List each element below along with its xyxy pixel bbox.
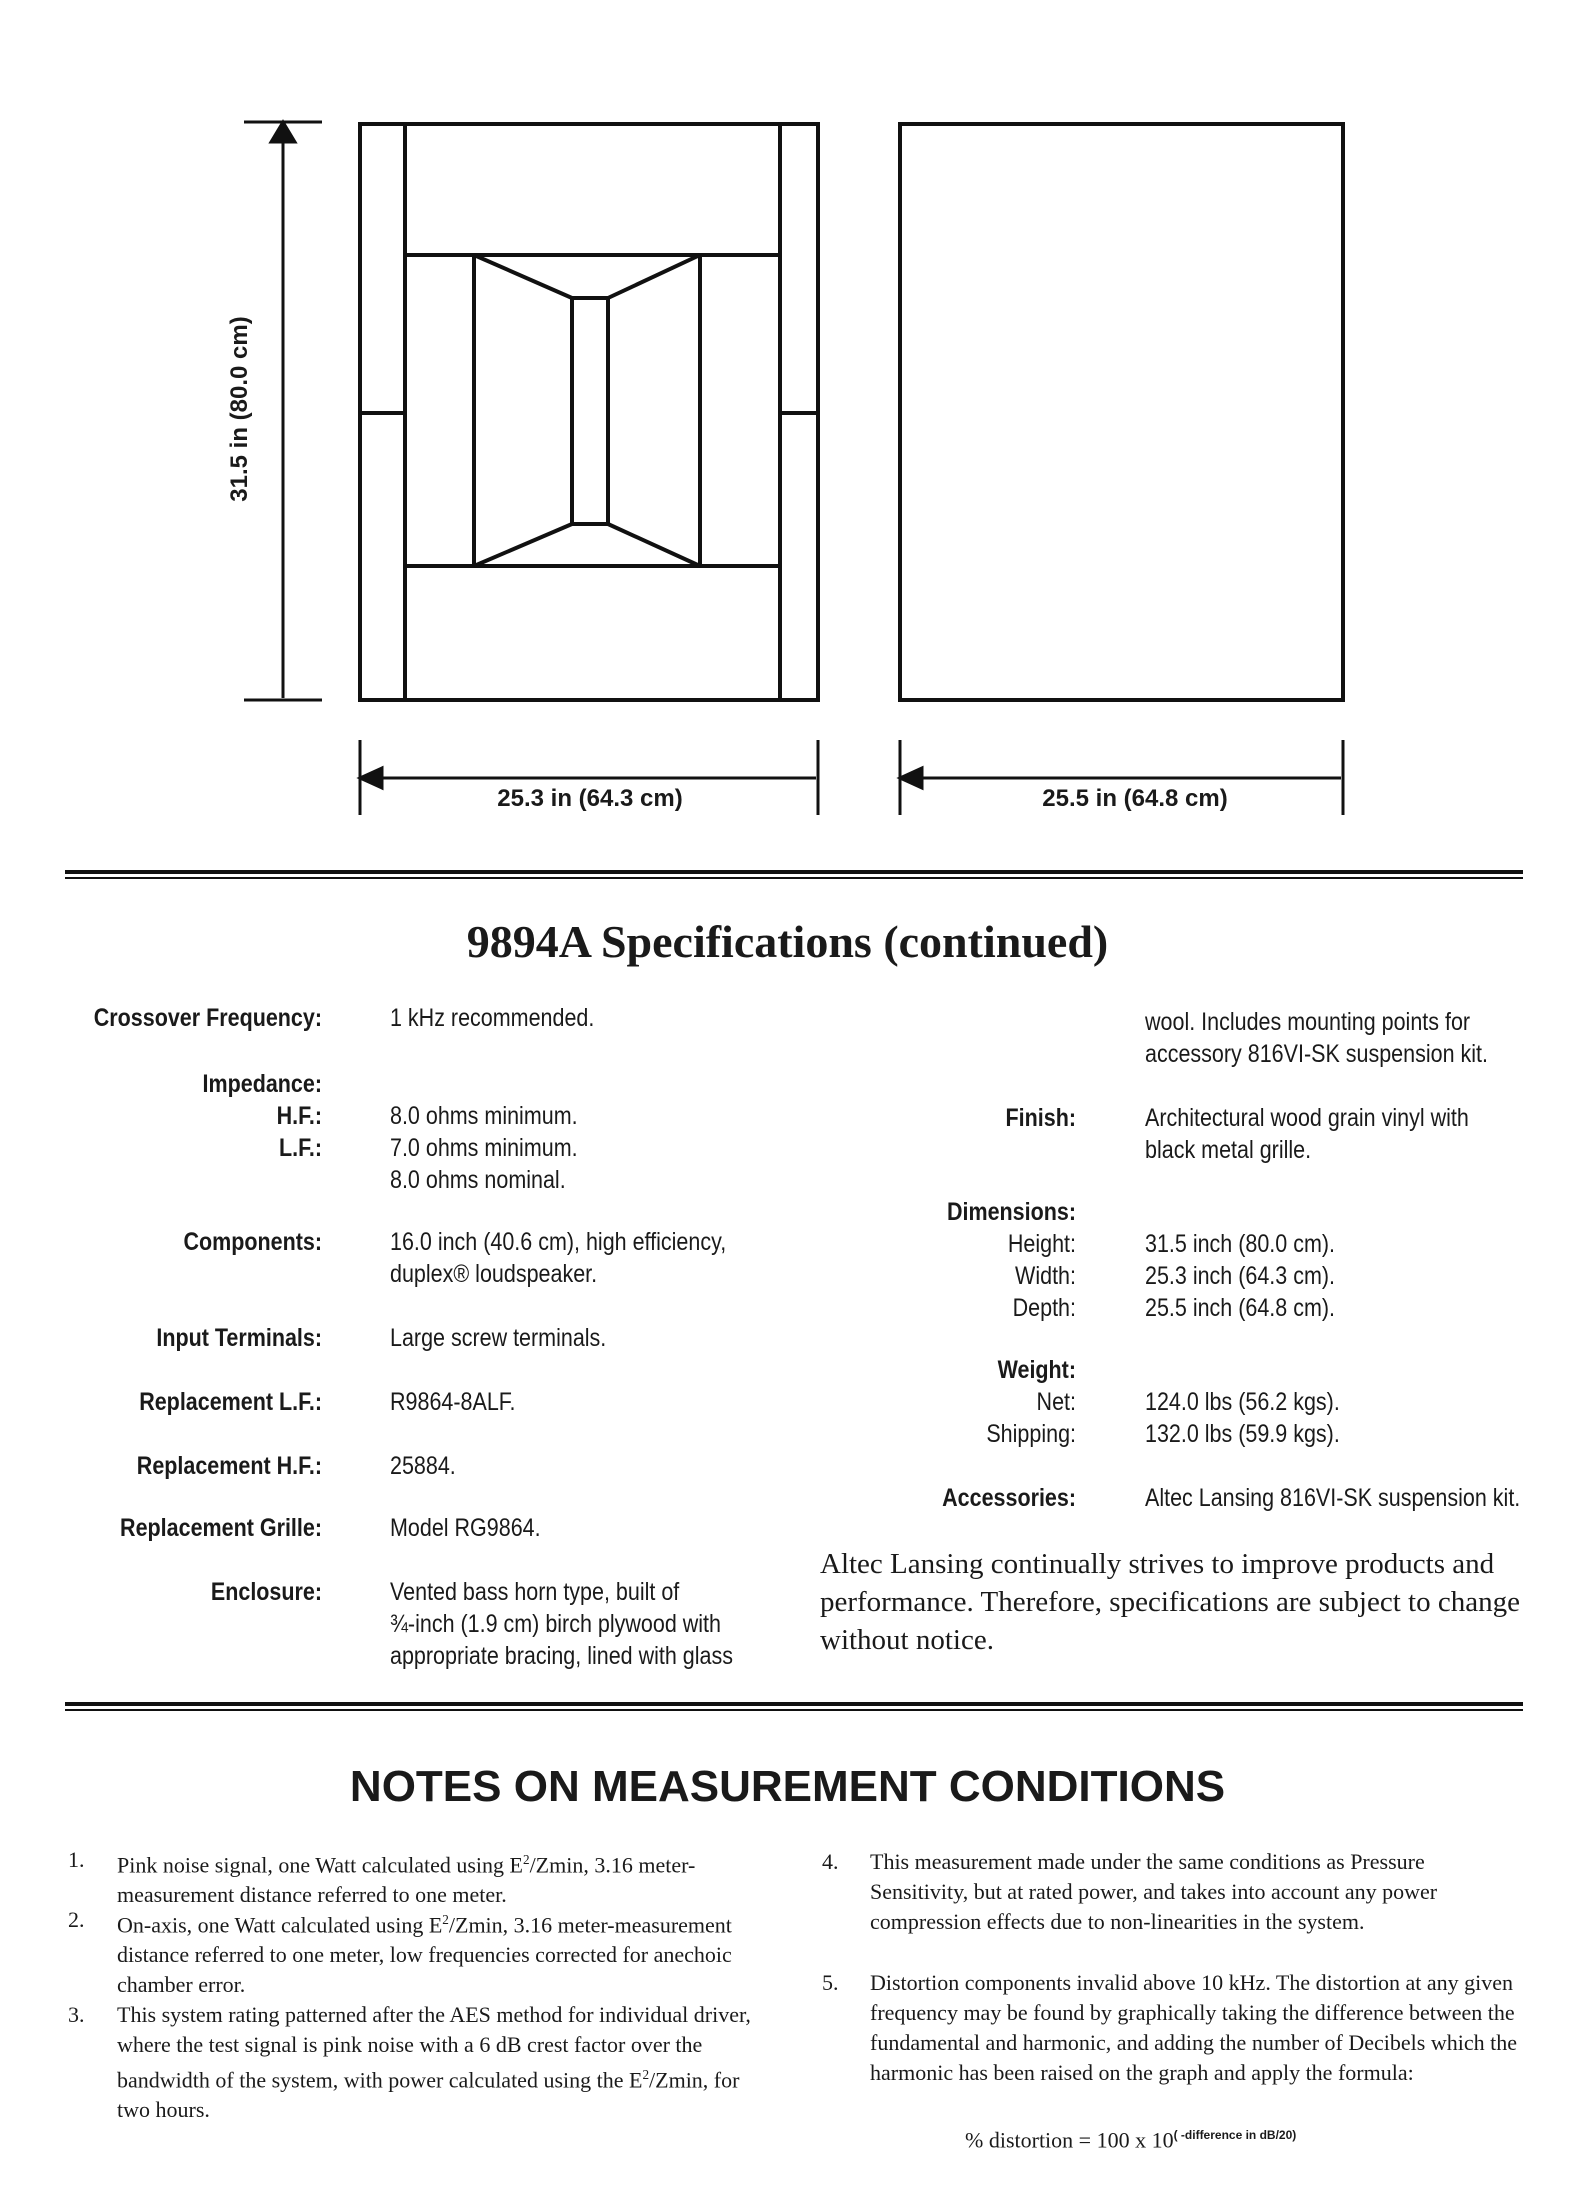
note-4-text: This measurement made under the same conditions as Pressure Sensitivity, but at rated power, and takes into account any power compression effects due to non-linearities in the system. <box>870 1849 1438 1934</box>
enclosure-value-5: accessory 816VI-SK suspension kit. <box>1145 1040 1488 1068</box>
dimensions-depth-value: 25.5 inch (64.8 cm). <box>1145 1294 1336 1322</box>
enclosure-label: Enclosure: <box>210 1578 322 1606</box>
dimensions-width-label: Width: <box>1015 1262 1076 1290</box>
crossover-label: Crossover Frequency: <box>93 1004 322 1032</box>
replacement-lf-value: R9864-8ALF. <box>390 1388 516 1416</box>
enclosure-value-3: appropriate bracing, lined with glass <box>390 1642 734 1670</box>
enclosure-value-1: Vented bass horn type, built of <box>390 1578 680 1606</box>
impedance-label: Impedance: <box>202 1070 322 1098</box>
front-width-dimension-label: 25.3 in (64.3 cm) <box>497 785 683 812</box>
input-terminals-label: Input Terminals: <box>156 1324 322 1352</box>
section-divider <box>65 870 1523 879</box>
finish-label: Finish: <box>1005 1104 1076 1132</box>
notes-title: NOTES ON MEASUREMENT CONDITIONS <box>349 1762 1226 1811</box>
impedance-hf-label: H.F.: <box>276 1102 322 1130</box>
weight-shipping-label: Shipping: <box>986 1420 1076 1448</box>
impedance-hf-value: 8.0 ohms minimum. <box>390 1102 578 1130</box>
replacement-hf-label: Replacement H.F.: <box>136 1452 322 1480</box>
accessories-value: Altec Lansing 816VI-SK suspension kit. <box>1145 1484 1521 1512</box>
note-1-number: 1. <box>68 1847 85 1872</box>
weight-label: Weight: <box>997 1356 1076 1384</box>
input-terminals-value: Large screw terminals. <box>390 1324 607 1352</box>
accessories-label: Accessories: <box>942 1484 1076 1512</box>
replacement-lf-label: Replacement L.F.: <box>139 1388 322 1416</box>
replacement-grille-value: Model RG9864. <box>390 1514 541 1542</box>
formula-exponent: ( -difference in dB/20) <box>1173 2128 1297 2142</box>
impedance-lf-label: L.F.: <box>279 1134 322 1162</box>
dimensions-width-value: 25.3 inch (64.3 cm). <box>1145 1262 1336 1290</box>
specifications-title: 9894A Specifications (continued) <box>466 916 1109 967</box>
height-dimension-line <box>244 122 322 700</box>
dimensions-height-label: Height: <box>1007 1230 1076 1258</box>
components-value-2: duplex® loudspeaker. <box>390 1260 598 1288</box>
height-dimension-label: 31.5 in (80.0 cm) <box>226 316 253 502</box>
crossover-value: 1 kHz recommended. <box>390 1004 595 1032</box>
dimensions-depth-label: Depth: <box>1012 1294 1076 1322</box>
finish-value-2: black metal grille. <box>1145 1136 1312 1164</box>
note-3-text: This system rating patterned after the AES method for individual driver, where the test signal is pink noise with a 6 dB crest factor over the bandwidth of the system, with power calculated using the $E^2$/Zmin, for two hours. <box>117 2002 751 2123</box>
replacement-grille-label: Replacement Grille: <box>120 1514 322 1542</box>
note-1-text: Pink noise signal, one Watt calculated using $E^2$/Zmin, 3.16 meter-measurement distance referred to one meter. <box>117 1852 696 1908</box>
note-5-text: Distortion components invalid above 10 kHz. The distortion at any given frequency may be found by graphically taking the difference between the fundamental and harmonic, and adding the number of Decibels which the harmonic has been raised on the graph and apply the formula: <box>870 1970 1517 2085</box>
replacement-hf-value: 25884. <box>390 1452 456 1480</box>
note-5-number: 5. <box>822 1970 839 1995</box>
weight-net-value: 124.0 lbs (56.2 kgs). <box>1145 1388 1340 1416</box>
section-divider-2 <box>65 1702 1523 1711</box>
weight-net-label: Net: <box>1036 1388 1076 1416</box>
dimensions-label: Dimensions: <box>946 1198 1076 1226</box>
side-width-dimension-label: 25.5 in (64.8 cm) <box>1042 785 1228 812</box>
components-label: Components: <box>183 1228 322 1256</box>
disclaimer-text: Altec Lansing continually strives to improve products and performance. Therefore, specifications are subject to change without notice. <box>820 1548 1520 1656</box>
finish-value-1: Architectural wood grain vinyl with <box>1145 1104 1469 1132</box>
impedance-lf-value-1: 7.0 ohms minimum. <box>390 1134 578 1162</box>
enclosure-value-4: wool. Includes mounting points for <box>1145 1008 1471 1036</box>
weight-shipping-value: 132.0 lbs (59.9 kgs). <box>1145 1420 1340 1448</box>
enclosure-value-2: ¾-inch (1.9 cm) birch plywood with <box>390 1610 721 1638</box>
note-4-number: 4. <box>822 1849 839 1874</box>
dimensions-height-value: 31.5 inch (80.0 cm). <box>1145 1230 1336 1258</box>
distortion-formula <box>965 2120 1296 2155</box>
components-value-1: 16.0 inch (40.6 cm), high efficiency, <box>390 1228 727 1256</box>
note-2-text: On-axis, one Watt calculated using $E^2$/Zmin, 3.16 meter-measurement distance referred to one meter, low frequencies corrected for anechoic chamber error. <box>117 1912 732 1998</box>
note-2-number: 2. <box>68 1907 85 1932</box>
front-view-drawing <box>360 124 818 700</box>
formula-main: % distortion = 100 x 10 <box>965 2127 1174 2153</box>
impedance-lf-value-2: 8.0 ohms nominal. <box>390 1166 566 1194</box>
side-view-drawing <box>900 124 1343 700</box>
note-3-number: 3. <box>68 2002 85 2027</box>
